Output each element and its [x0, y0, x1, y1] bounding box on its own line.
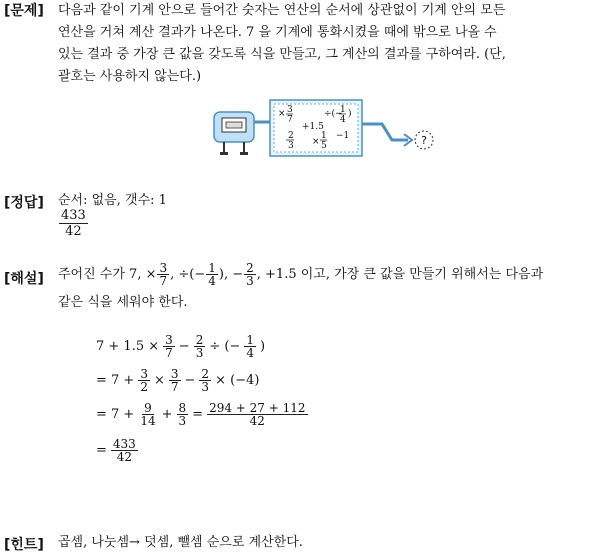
- machine-frac-num: 1: [321, 131, 327, 141]
- equation-line-4: [96, 438, 139, 463]
- hint-text: 곱셈, 나눗셈→ 덧셈, 뺄셈 순으로 계산한다.: [58, 535, 303, 550]
- machine-op: +1.5: [302, 122, 324, 132]
- frac-den: 4: [208, 274, 216, 288]
- answer-label: [정답]: [4, 195, 44, 211]
- frac-num: 2: [246, 261, 254, 275]
- machine-frac-den: 5: [321, 141, 327, 151]
- eq-text: 7 + 1.5 ×: [96, 339, 160, 354]
- frac-num: 1: [246, 333, 254, 347]
- frac-num: 3: [140, 367, 148, 381]
- answer-frac-num: 433: [61, 208, 86, 223]
- frac-den: 3: [246, 274, 254, 288]
- machine-frac-den: 3: [288, 141, 294, 151]
- eq-text: =: [192, 407, 204, 422]
- eq-text: −: [184, 373, 196, 388]
- equation-line-1: [96, 334, 265, 359]
- answer-text: 순서: 없음, 갯수: 1: [58, 193, 167, 208]
- expl-text: 주어진 수가 7, ×: [58, 267, 157, 282]
- frac-den: 3: [195, 346, 204, 360]
- equation-line-3: [96, 402, 309, 427]
- explanation-label: [해설]: [4, 271, 44, 287]
- frac-den: 7: [159, 274, 168, 288]
- machine-op: ): [348, 109, 352, 119]
- machine-frac-num: 2: [288, 131, 294, 141]
- frac-num: 3: [159, 261, 168, 275]
- machine-op: ×: [278, 109, 286, 119]
- machine-frac-den: 7: [287, 115, 293, 125]
- frac-num: 3: [165, 333, 173, 347]
- frac-den: 4: [246, 346, 254, 360]
- hint-label: [힌트]: [4, 537, 44, 553]
- problem-line-4: 괄호는 사용하지 않는다.): [58, 69, 202, 84]
- frac-den: 2: [140, 380, 148, 394]
- answer-frac-den: 42: [65, 224, 82, 239]
- machine-svg: [212, 98, 442, 164]
- machine-frac-num: 1: [340, 105, 346, 115]
- eq-text: × (−4): [215, 373, 260, 388]
- frac-den: 42: [249, 414, 265, 428]
- machine-frac-num: 3: [287, 105, 293, 115]
- eq-text: = 7 +: [96, 373, 135, 388]
- eq-text: +: [161, 407, 173, 422]
- frac-num: 2: [201, 367, 210, 381]
- frac-den: 7: [170, 380, 179, 394]
- equation-line-2: [96, 368, 259, 393]
- expl-text: ), −: [218, 267, 244, 282]
- frac-num: 9: [144, 401, 152, 415]
- explanation-line-1: [58, 262, 584, 287]
- problem-line-3: 있는 결과 중 가장 큰 값을 갖도록 식을 만들고, 그 계산의 결과를 구하여라. (단,: [58, 47, 506, 62]
- eq-text: ×: [153, 373, 165, 388]
- eq-text: −: [178, 339, 190, 354]
- output-label: ?: [421, 134, 427, 147]
- frac-num: 2: [195, 333, 204, 347]
- frac-num: 1: [208, 261, 216, 275]
- explanation-line-2: 같은 식을 세워야 한다.: [58, 295, 188, 310]
- expl-text: , ÷(−: [170, 267, 206, 282]
- machine-illustration: [212, 98, 442, 168]
- machine-op: −1: [336, 131, 350, 141]
- frac-den: 42: [116, 450, 132, 464]
- problem-label: [문제]: [4, 3, 44, 19]
- frac-num: 3: [170, 367, 179, 381]
- machine-frac-den: 4: [340, 115, 346, 125]
- frac-num: 294 + 27 + 112: [209, 401, 306, 415]
- eq-text: ÷ (−: [209, 339, 241, 354]
- answer-fraction: [58, 208, 89, 239]
- problem-line-2: 연산을 거쳐 계산 결과가 나온다. 7 을 기계에 통화시켰을 때에 밖으로 나올 수: [58, 25, 497, 40]
- machine-op: ÷(−: [324, 109, 343, 119]
- frac-num: 433: [112, 437, 136, 451]
- frac-num: 8: [178, 401, 187, 415]
- eq-text: = 7 +: [96, 407, 135, 422]
- frac-den: 7: [165, 346, 173, 360]
- eq-text: ): [259, 339, 266, 354]
- frac-den: 14: [140, 414, 156, 428]
- expl-text: , +1.5 이고, 가장 큰 값을 만들기 위해서는 다음과: [256, 267, 544, 282]
- frac-den: 3: [201, 380, 210, 394]
- eq-text: =: [96, 443, 107, 458]
- problem-text: [58, 0, 584, 88]
- input-robot-icon: [214, 112, 254, 155]
- machine-op: ×: [312, 137, 320, 147]
- frac-den: 3: [178, 414, 187, 428]
- problem-line-1: 다음과 같이 기계 안으로 들어간 숫자는 연산의 순서에 상관없이 기계 안의 모든: [58, 3, 506, 18]
